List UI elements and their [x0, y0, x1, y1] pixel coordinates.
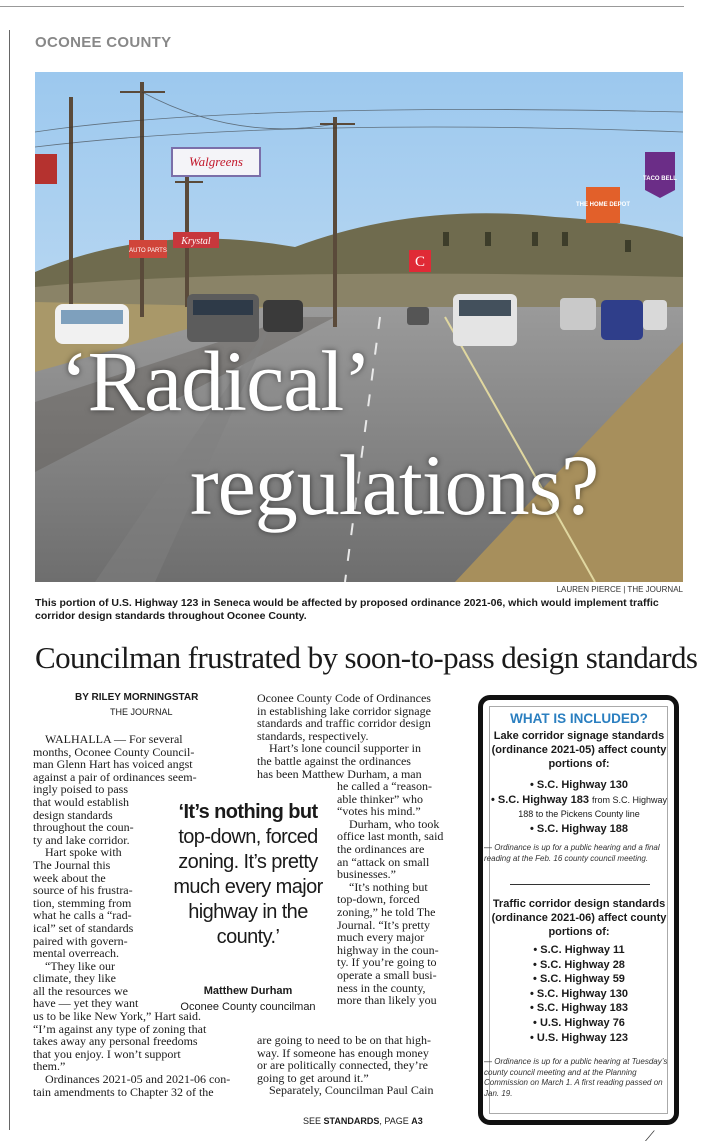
text-line: tion, stemming from [33, 895, 132, 910]
text-line: climate, they like [33, 971, 116, 986]
text-line: design standards [33, 807, 113, 822]
list-item: • S.C. Highway 183 [530, 1002, 628, 1015]
text-line: mental overreach. [33, 946, 119, 961]
left-margin-rule [9, 30, 10, 1130]
text-line: way. If someone has enough money [257, 1045, 429, 1060]
text-line: have — yet they want [33, 996, 139, 1011]
text-line: “votes his mind.” [337, 804, 421, 819]
text-line: businesses.” [337, 867, 396, 882]
text-line: “It’s nothing but [349, 879, 428, 894]
text-line: much every major [337, 930, 425, 945]
list-item: • S.C. Highway 188 [530, 822, 628, 835]
pull-quote-title: Oconee County councilman [180, 1001, 316, 1013]
text-line: them.” [33, 1059, 66, 1074]
text-line: Hart’s lone council supporter in [269, 741, 421, 756]
jump-page-label: , PAGE [379, 1116, 409, 1126]
pull-quote-name: Matthew Durham [203, 985, 293, 997]
text-line: Journal. “It’s pretty [337, 917, 430, 932]
jump-prefix: SEE [303, 1116, 322, 1126]
traffic-note: — Ordinance is up for a public hearing at Tuesday’s county council meeting and at the Planning Commission on March 1. A first reading passed on Jan. 19. [484, 1057, 668, 1098]
text-line: highway in the coun- [337, 942, 439, 957]
text-line: are going to need to be on that high- [257, 1033, 431, 1047]
text-line: that would establish [33, 794, 129, 809]
list-item: • S.C. Highway 130 [530, 987, 628, 1000]
lake-list [484, 778, 674, 836]
text-line: standards and traffic corridor design [257, 716, 431, 731]
text-line: in establishing lake corridor signage [257, 703, 431, 718]
page-curl-icon: ⟋ [645, 1128, 655, 1144]
text-line: the battle against the ordinances [257, 753, 411, 768]
text-line: the ordinances are [337, 841, 425, 856]
text-line: man Glenn Hart has voiced angst [33, 757, 193, 772]
chick-sign: C [414, 254, 426, 270]
list-item-note: from S.C. Highway 188 to the Pickens County line [518, 794, 668, 820]
text-line: operate a small busi- [337, 967, 437, 982]
photo-credit: LAUREN PIERCE | THE JOURNAL [556, 585, 683, 594]
list-item: • S.C. Highway 183 [490, 793, 589, 806]
text-line: tain amendments to Chapter 32 of the [33, 1084, 214, 1099]
text-line: zoning,” he told The [337, 904, 436, 919]
lake-note: — Ordinance is up for a public hearing and a final reading at the Feb. 16 county council meeting. [484, 843, 660, 863]
text-line: able thinker” who [337, 791, 423, 806]
text-line: Separately, Councilman Paul Cain [269, 1083, 434, 1098]
text-line: or are politically connected, they’re [257, 1058, 428, 1073]
jump-keyword: STANDARDS [323, 1116, 380, 1126]
text-line: more than likely you [337, 993, 437, 1008]
text-line: he called a “reason- [337, 779, 432, 793]
text-line: ness in the county, [337, 980, 426, 995]
text-line: ty and lake corridor. [33, 832, 130, 847]
traffic-heading: Traffic corridor design standards (ordinance 2021-06) affect county portions of: [491, 898, 667, 938]
taco-bell-sign: TACO BELL [643, 176, 677, 182]
text-line: top-down, forced [337, 892, 420, 907]
article-column-2-top [257, 692, 472, 780]
text-line: that you enjoy. I won’t support [33, 1046, 181, 1061]
text-line: Hart spoke with [45, 845, 122, 860]
walgreens-sign: Walgreens [189, 154, 243, 169]
jump-line[interactable] [303, 1116, 423, 1126]
pull-quote-bold: ‘It’s nothing but [178, 801, 318, 823]
byline-author: BY RILEY MORNINGSTAR [75, 692, 199, 703]
text-line: all the resources we [33, 983, 128, 998]
traffic-list [484, 943, 674, 1045]
photo-caption: This portion of U.S. Highway 123 in Seneca would be affected by proposed ordinance 2021-06, which would implement traffic corridor design standards throughout Oconee County. [35, 597, 659, 622]
text-line: ty. If you’re going to [337, 955, 437, 970]
text-line: source of his frustra- [33, 883, 133, 898]
text-line: what he calls a “rad- [33, 908, 132, 923]
byline-org: THE JOURNAL [110, 707, 173, 717]
jump-page-number: A3 [411, 1116, 423, 1126]
text-line: Durham, who took [349, 816, 440, 831]
headline-line-1: ‘Radical’ [60, 333, 371, 429]
list-item: • S.C. Highway 11 [533, 944, 625, 956]
krystal-sign: Krystal [181, 236, 211, 247]
pull-quote [168, 800, 328, 950]
text-line: The Journal this [33, 857, 111, 872]
top-rule [0, 6, 684, 7]
text-line: “They like our [45, 958, 115, 973]
text-line: throughout the coun- [33, 820, 134, 835]
text-line: months, Oconee County Council- [33, 744, 195, 759]
text-line: an “attack on small [337, 854, 430, 869]
text-line: ical” set of standards [33, 920, 134, 935]
text-line: Oconee County Code of Ordinances [257, 691, 431, 705]
text-line: standards, respectively. [257, 728, 369, 743]
text-line: Ordinances 2021-05 and 2021-06 con- [45, 1072, 231, 1087]
text-line: WALHALLA — For several [45, 732, 183, 746]
text-line: ingly poised to pass [33, 782, 128, 797]
section-label: OCONEE COUNTY [35, 34, 172, 51]
text-line: against a pair of ordinances seem- [33, 769, 197, 784]
text-line: us to be like New York,” Hart said. [33, 1009, 201, 1024]
home-depot-sign: THE HOME DEPOT [575, 202, 631, 208]
subheadline: Councilman frustrated by soon-to-pass design standards [35, 640, 698, 675]
article-column-3 [337, 780, 472, 1007]
list-item: • S.C. Highway 28 [533, 958, 625, 971]
text-line: office last month, said [337, 829, 444, 844]
sidebar-divider [510, 884, 650, 885]
article-column-2-bottom [257, 1034, 472, 1097]
headline-line-2: regulations? [190, 437, 599, 533]
text-line: week about the [33, 870, 106, 885]
lake-heading: Lake corridor signage standards (ordinance 2021-05) affect county portions of: [491, 730, 667, 770]
pull-quote-text: top-down, forced zoning. It’s pretty much every major highway in the county.’ [173, 826, 323, 948]
text-line: “I’m against any type of zoning that [33, 1021, 207, 1036]
sidebar-title: WHAT IS INCLUDED? [510, 711, 648, 726]
list-item: • U.S. Highway 123 [530, 1031, 628, 1044]
list-item: • U.S. Highway 76 [533, 1016, 625, 1029]
list-item: • S.C. Highway 130 [530, 779, 628, 791]
text-line: has been Matthew Durham, a man [257, 766, 422, 781]
auto-parts-sign: AUTO PARTS [129, 248, 167, 254]
text-line: going to get around it.” [257, 1070, 369, 1085]
text-line: takes away any personal freedoms [33, 1034, 198, 1049]
text-line: paired with govern- [33, 933, 128, 948]
list-item: • S.C. Highway 59 [533, 973, 625, 986]
